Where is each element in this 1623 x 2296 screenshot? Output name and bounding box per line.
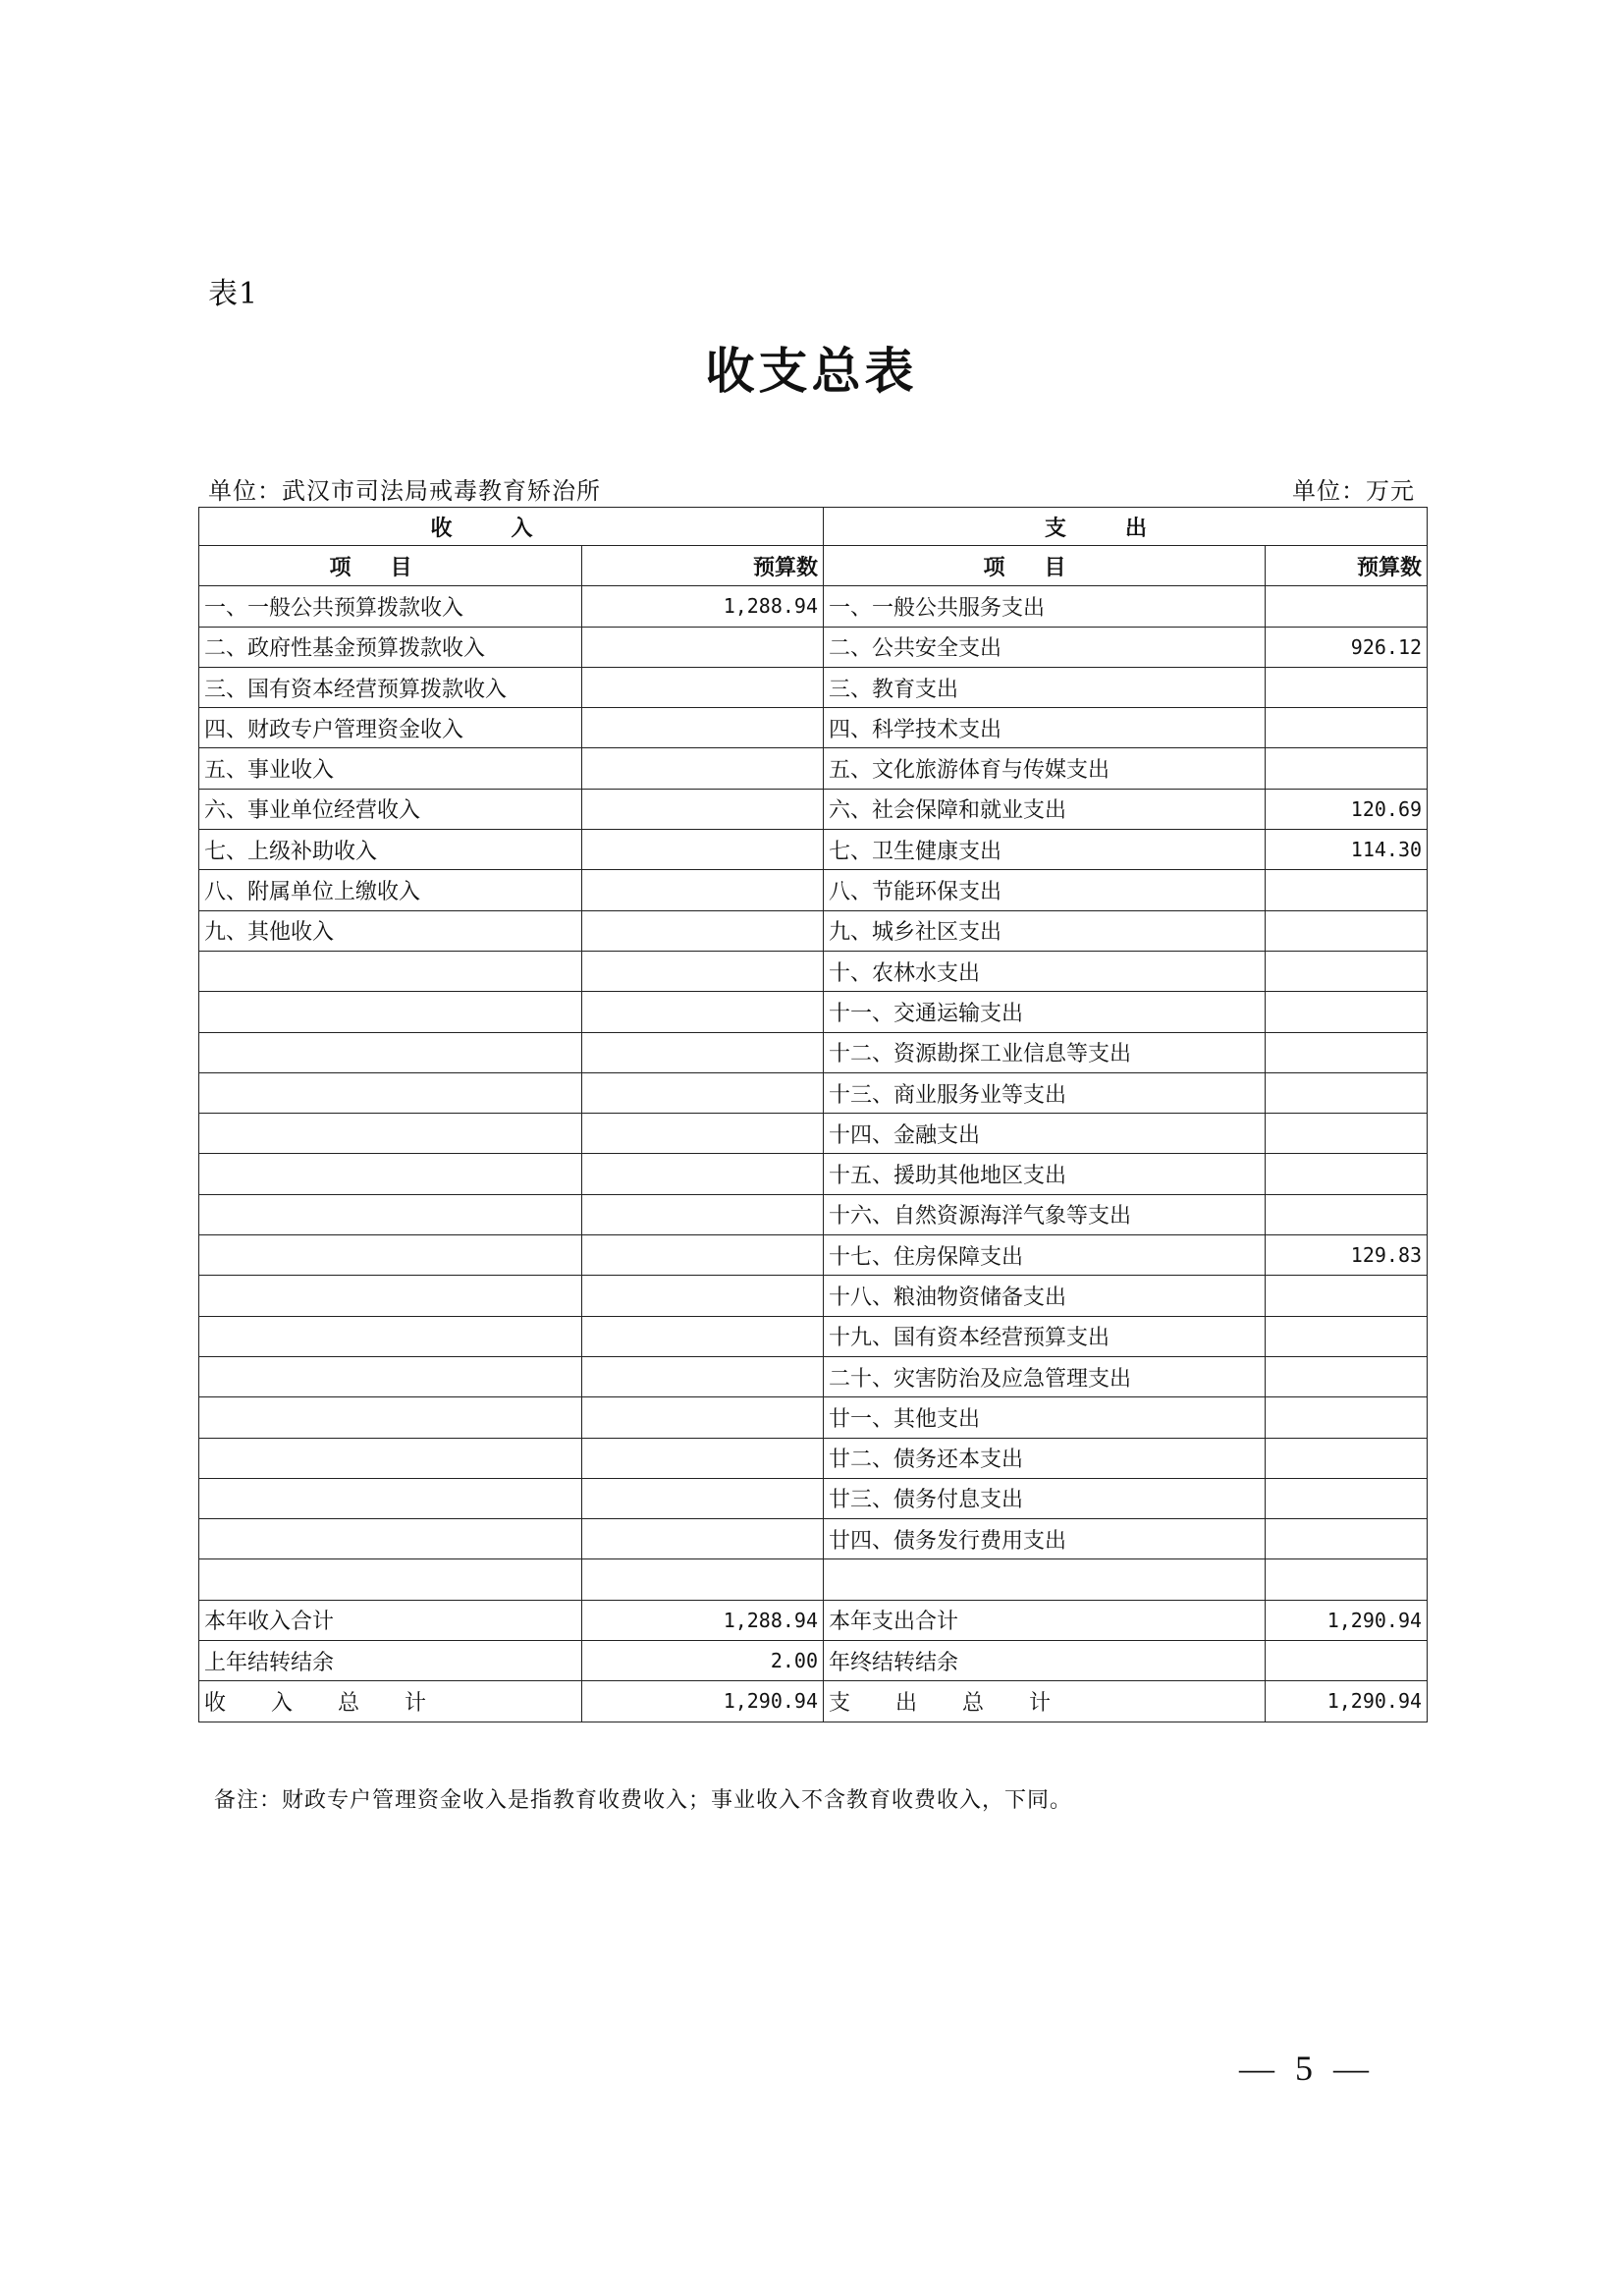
income-item-cell: 八、附属单位上缴收入 xyxy=(199,870,582,910)
income-amount-cell xyxy=(582,1478,824,1518)
expense-amount-cell: 1,290.94 xyxy=(1266,1600,1428,1640)
income-amount-cell xyxy=(582,1397,824,1438)
expense-amount-cell xyxy=(1266,1032,1428,1072)
expense-amount-cell xyxy=(1266,1072,1428,1113)
expense-item-cell: 十七、住房保障支出 xyxy=(824,1235,1266,1276)
income-amount-cell xyxy=(582,667,824,707)
expense-amount-cell xyxy=(1266,708,1428,748)
expense-item-cell: 十一、交通运输支出 xyxy=(824,992,1266,1032)
table-row xyxy=(199,1235,1428,1276)
expense-amount-cell xyxy=(1266,1154,1428,1194)
income-amount-cell xyxy=(582,748,824,789)
income-item-cell xyxy=(199,1397,582,1438)
table-row xyxy=(199,667,1428,707)
table-row xyxy=(199,1154,1428,1194)
expense-amount-cell xyxy=(1266,1356,1428,1396)
income-item-cell xyxy=(199,1072,582,1113)
table-row xyxy=(199,910,1428,951)
expense-item-header: 项目 xyxy=(824,546,1266,586)
income-item-cell xyxy=(199,1559,582,1600)
table-row xyxy=(199,708,1428,748)
income-amount-cell xyxy=(582,1356,824,1396)
expense-item-cell: 年终结转结余 xyxy=(824,1641,1266,1681)
income-amount-cell xyxy=(582,1114,824,1154)
table-row xyxy=(199,1114,1428,1154)
income-amount-cell xyxy=(582,1438,824,1478)
income-item-cell xyxy=(199,951,582,991)
income-item-cell: 四、财政专户管理资金收入 xyxy=(199,708,582,748)
income-item-cell xyxy=(199,1276,582,1316)
expense-item-cell: 十二、资源勘探工业信息等支出 xyxy=(824,1032,1266,1072)
expense-amount-cell xyxy=(1266,1114,1428,1154)
income-amount-cell xyxy=(582,1235,824,1276)
income-item-cell: 五、事业收入 xyxy=(199,748,582,789)
expense-amount-cell: 114.30 xyxy=(1266,830,1428,870)
income-item-cell: 本年收入合计 xyxy=(199,1600,582,1640)
income-amount-cell xyxy=(582,1276,824,1316)
table-row xyxy=(199,1397,1428,1438)
income-item-cell: 上年结转结余 xyxy=(199,1641,582,1681)
table-row xyxy=(199,1072,1428,1113)
income-item-header: 项目 xyxy=(199,546,582,586)
expense-amount-cell xyxy=(1266,586,1428,627)
expense-item-cell: 十八、粮油物资储备支出 xyxy=(824,1276,1266,1316)
expense-amount-cell xyxy=(1266,1478,1428,1518)
income-item-cell: 七、上级补助收入 xyxy=(199,830,582,870)
income-amount-cell xyxy=(582,951,824,991)
income-item-cell xyxy=(199,1478,582,1518)
income-amount-cell: 1,288.94 xyxy=(582,1600,824,1640)
footnote: 备注：财政专户管理资金收入是指教育收费收入；事业收入不含教育收费收入，下同。 xyxy=(214,1788,1073,1813)
unit-currency: 单位：万元 xyxy=(1292,477,1415,505)
section-header-row xyxy=(199,508,1428,546)
expense-item-cell: 廿一、其他支出 xyxy=(824,1397,1266,1438)
expense-item-cell: 六、社会保障和就业支出 xyxy=(824,789,1266,829)
table-row xyxy=(199,951,1428,991)
expense-item-cell: 二十、灾害防治及应急管理支出 xyxy=(824,1356,1266,1396)
expense-amount-cell xyxy=(1266,1559,1428,1600)
income-amount-cell xyxy=(582,910,824,951)
table-row xyxy=(199,1600,1428,1640)
table-number: 表1 xyxy=(208,277,259,311)
expense-amount-cell xyxy=(1266,1438,1428,1478)
income-heading: 收入 xyxy=(199,508,824,546)
expense-amount-cell xyxy=(1266,1276,1428,1316)
table-row xyxy=(199,1641,1428,1681)
income-item-cell xyxy=(199,1114,582,1154)
expense-amount-cell: 926.12 xyxy=(1266,627,1428,667)
expense-item-cell: 二、公共安全支出 xyxy=(824,627,1266,667)
expense-heading: 支出 xyxy=(824,508,1428,546)
income-amount-cell xyxy=(582,870,824,910)
income-amount-cell xyxy=(582,708,824,748)
expense-amount-cell xyxy=(1266,870,1428,910)
expense-item-cell: 廿三、债务付息支出 xyxy=(824,1478,1266,1518)
expense-amount-cell xyxy=(1266,748,1428,789)
income-item-cell: 九、其他收入 xyxy=(199,910,582,951)
expense-amount-cell xyxy=(1266,1519,1428,1559)
income-amount-cell: 1,290.94 xyxy=(582,1681,824,1722)
expense-amount-cell xyxy=(1266,1316,1428,1356)
table-row xyxy=(199,870,1428,910)
income-amount-cell xyxy=(582,627,824,667)
income-item-cell: 一、一般公共预算拨款收入 xyxy=(199,586,582,627)
table-row xyxy=(199,627,1428,667)
income-item-cell xyxy=(199,1438,582,1478)
expense-item-cell: 十、农林水支出 xyxy=(824,951,1266,991)
expense-item-cell: 四、科学技术支出 xyxy=(824,708,1266,748)
column-header-row xyxy=(199,546,1428,586)
expense-amount-cell xyxy=(1266,1397,1428,1438)
expense-amount-cell xyxy=(1266,910,1428,951)
table-row xyxy=(199,1519,1428,1559)
expense-item-cell: 廿四、债务发行费用支出 xyxy=(824,1519,1266,1559)
income-item-cell: 三、国有资本经营预算拨款收入 xyxy=(199,667,582,707)
expense-amount-cell xyxy=(1266,667,1428,707)
expense-item-cell: 十六、自然资源海洋气象等支出 xyxy=(824,1194,1266,1234)
expense-amount-cell xyxy=(1266,1641,1428,1681)
income-amount-cell xyxy=(582,789,824,829)
income-item-cell xyxy=(199,1519,582,1559)
expense-item-cell: 三、教育支出 xyxy=(824,667,1266,707)
expense-item-cell: 一、一般公共服务支出 xyxy=(824,586,1266,627)
expense-item-cell: 七、卫生健康支出 xyxy=(824,830,1266,870)
expense-amount-cell xyxy=(1266,992,1428,1032)
table-row xyxy=(199,1194,1428,1234)
table-row xyxy=(199,1356,1428,1396)
income-item-cell xyxy=(199,1154,582,1194)
table-row xyxy=(199,748,1428,789)
table-row xyxy=(199,1438,1428,1478)
page-title: 收支总表 xyxy=(705,343,918,400)
expense-item-cell: 十九、国有资本经营预算支出 xyxy=(824,1316,1266,1356)
table-row xyxy=(199,992,1428,1032)
expense-item-cell: 十四、金融支出 xyxy=(824,1114,1266,1154)
expense-amount-header: 预算数 xyxy=(1266,546,1428,586)
expense-item-cell: 本年支出合计 xyxy=(824,1600,1266,1640)
table-row xyxy=(199,1032,1428,1072)
table-row xyxy=(199,830,1428,870)
expense-item-cell: 廿二、债务还本支出 xyxy=(824,1438,1266,1478)
table-row xyxy=(199,1559,1428,1600)
income-item-cell: 收入总计 xyxy=(199,1681,582,1722)
unit-organization: 单位：武汉市司法局戒毒教育矫治所 xyxy=(208,477,601,505)
income-amount-cell xyxy=(582,1316,824,1356)
expense-amount-cell: 120.69 xyxy=(1266,789,1428,829)
income-amount-cell xyxy=(582,1072,824,1113)
expense-item-cell: 十三、商业服务业等支出 xyxy=(824,1072,1266,1113)
expense-item-cell: 十五、援助其他地区支出 xyxy=(824,1154,1266,1194)
expense-item-cell: 八、节能环保支出 xyxy=(824,870,1266,910)
income-amount-header: 预算数 xyxy=(582,546,824,586)
expense-amount-cell: 1,290.94 xyxy=(1266,1681,1428,1722)
expense-amount-cell xyxy=(1266,951,1428,991)
income-item-cell xyxy=(199,1032,582,1072)
page-number: — 5 — xyxy=(1239,2049,1375,2088)
table-row xyxy=(199,1681,1428,1722)
income-item-cell xyxy=(199,1316,582,1356)
expense-item-cell: 支出总计 xyxy=(824,1681,1266,1722)
expense-amount-cell: 129.83 xyxy=(1266,1235,1428,1276)
income-amount-cell xyxy=(582,1032,824,1072)
income-item-cell: 六、事业单位经营收入 xyxy=(199,789,582,829)
income-item-cell xyxy=(199,1194,582,1234)
income-amount-cell xyxy=(582,1519,824,1559)
table-row xyxy=(199,1316,1428,1356)
expense-amount-cell xyxy=(1266,1194,1428,1234)
expense-item-cell xyxy=(824,1559,1266,1600)
income-item-cell: 二、政府性基金预算拨款收入 xyxy=(199,627,582,667)
income-amount-cell xyxy=(582,1194,824,1234)
income-item-cell xyxy=(199,1235,582,1276)
budget-table xyxy=(198,507,1428,1722)
income-item-cell xyxy=(199,992,582,1032)
income-amount-cell xyxy=(582,1154,824,1194)
table-row xyxy=(199,789,1428,829)
expense-item-cell: 五、文化旅游体育与传媒支出 xyxy=(824,748,1266,789)
income-amount-cell: 1,288.94 xyxy=(582,586,824,627)
income-amount-cell xyxy=(582,1559,824,1600)
income-amount-cell xyxy=(582,992,824,1032)
income-amount-cell xyxy=(582,830,824,870)
table-row xyxy=(199,586,1428,627)
table-row xyxy=(199,1478,1428,1518)
income-amount-cell: 2.00 xyxy=(582,1641,824,1681)
table-row xyxy=(199,1276,1428,1316)
income-item-cell xyxy=(199,1356,582,1396)
expense-item-cell: 九、城乡社区支出 xyxy=(824,910,1266,951)
